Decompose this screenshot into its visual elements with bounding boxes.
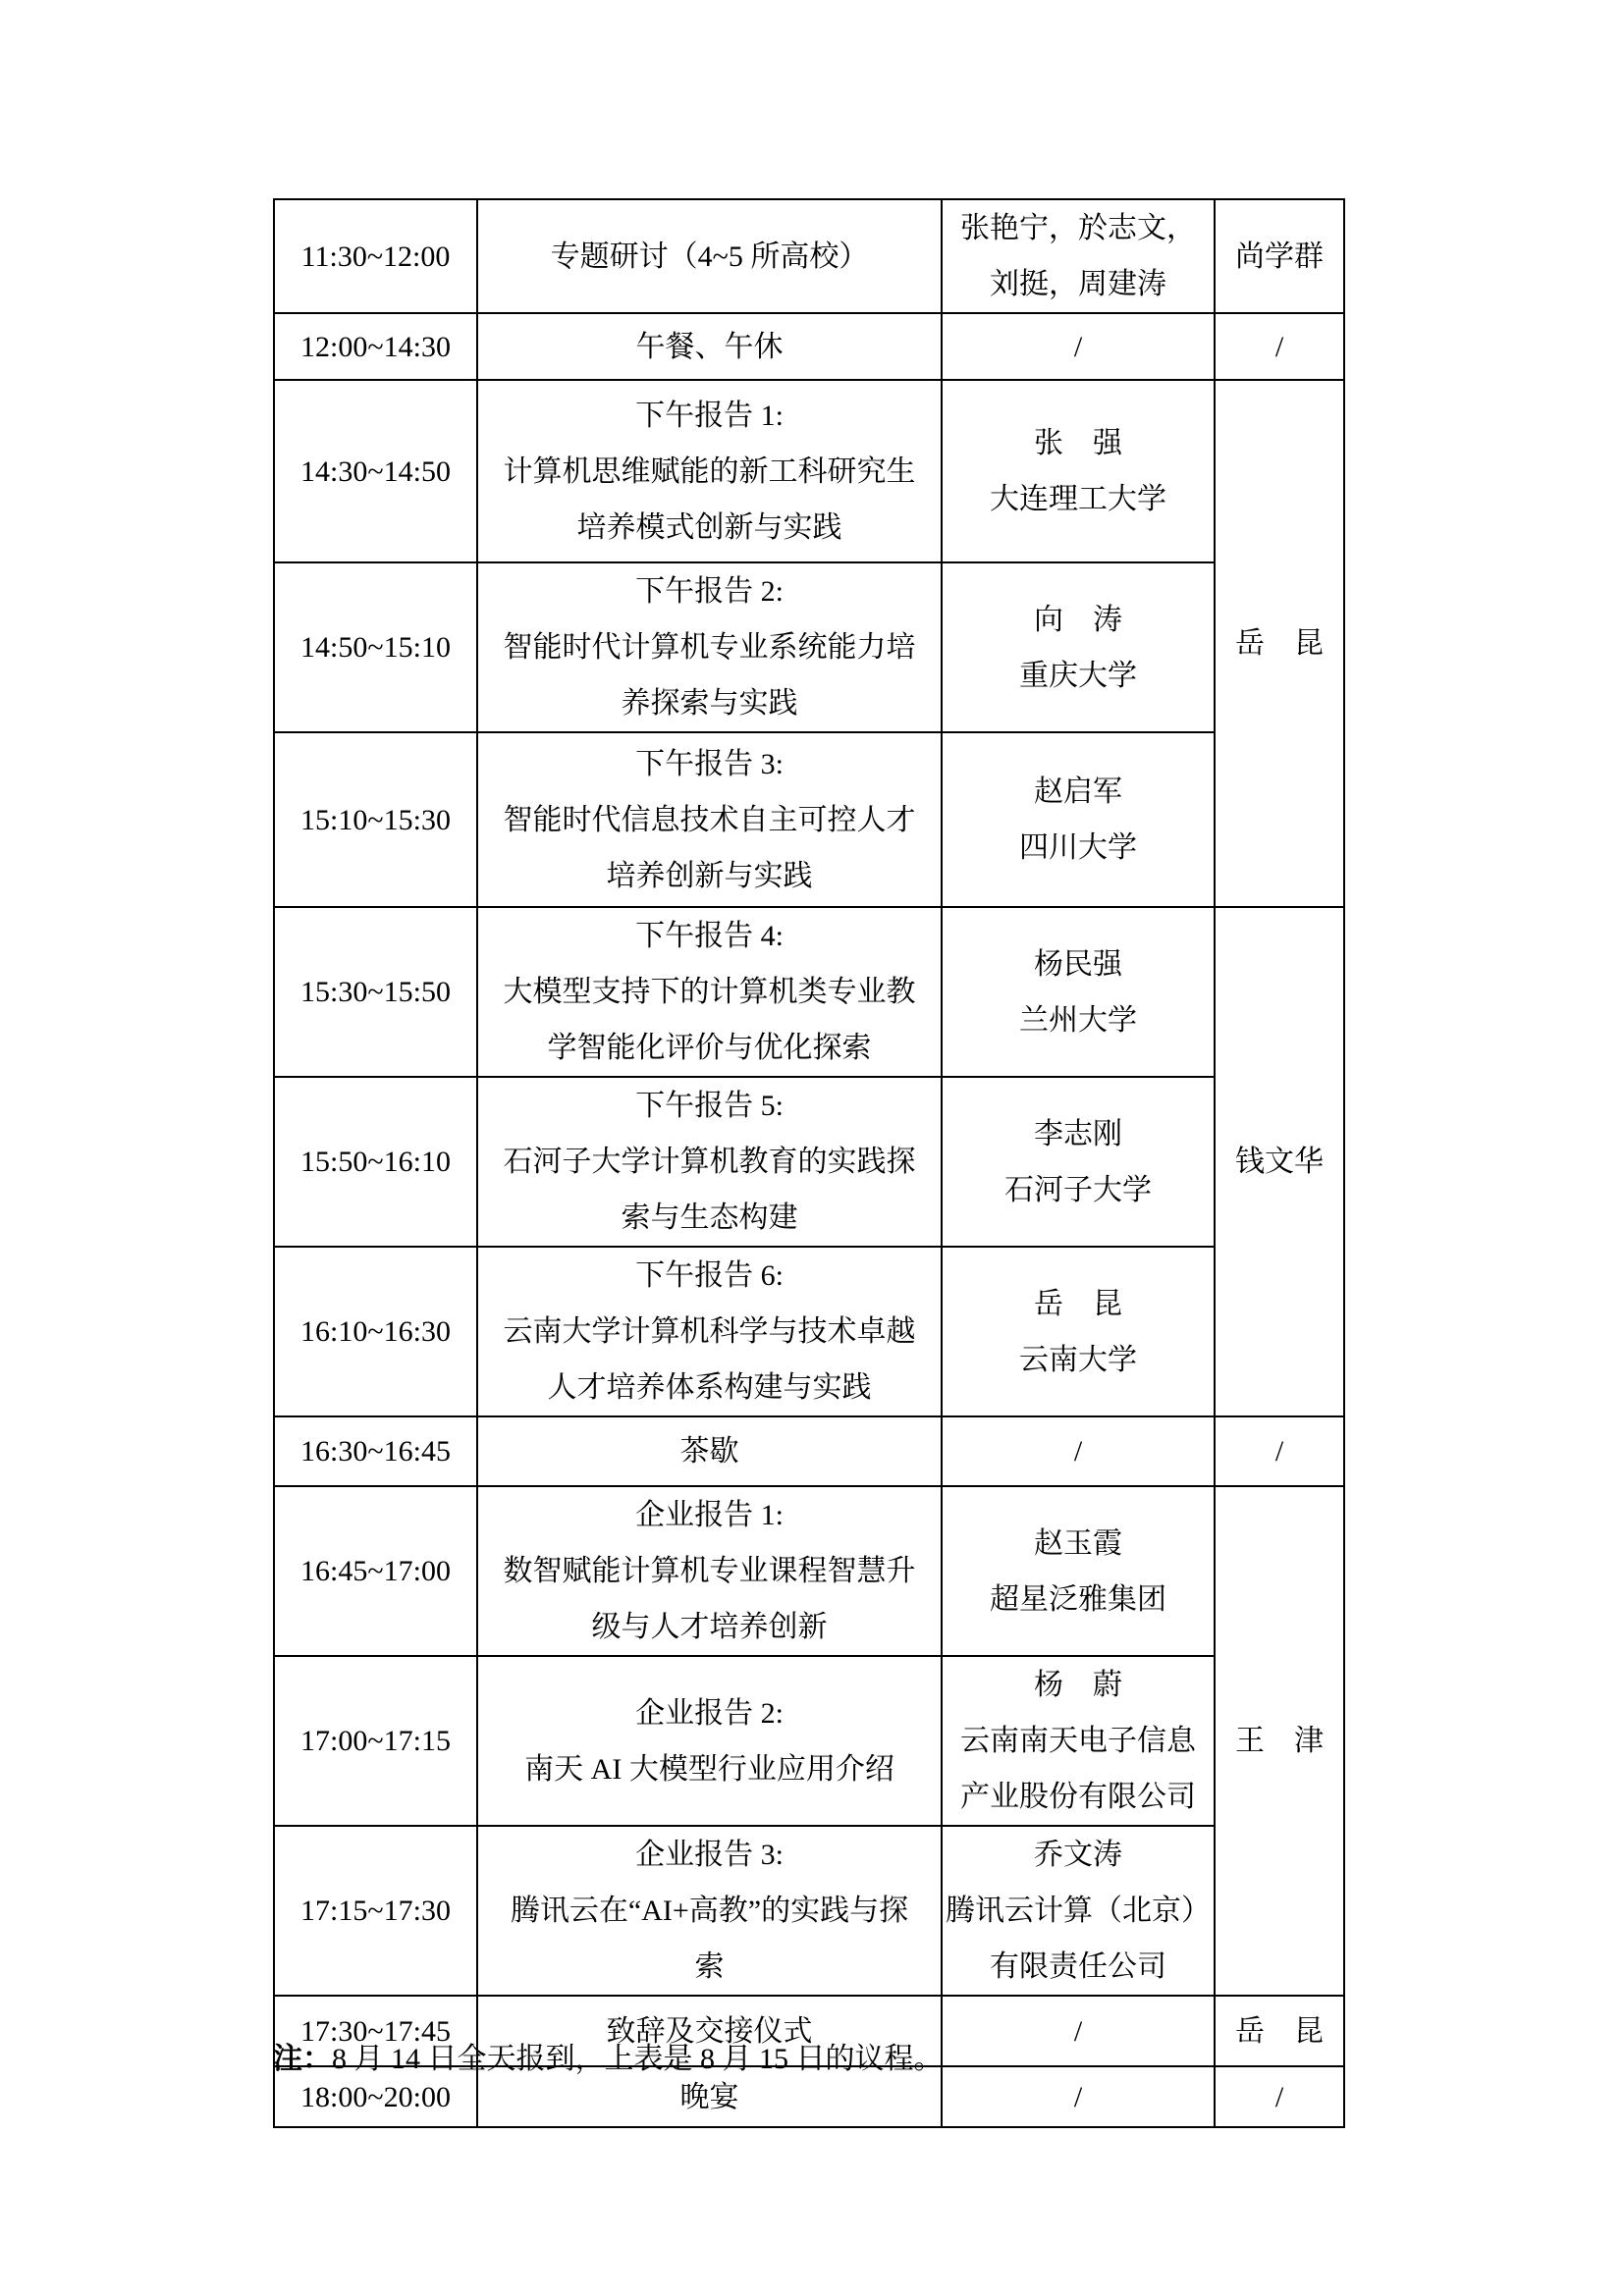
footer-note-text: 8 月 14 日全天报到，上表是 8 月 15 日的议程。 — [332, 2043, 944, 2075]
table-row — [274, 1656, 1344, 1826]
time-cell: 18:00~20:00 — [274, 2066, 477, 2127]
table-row — [274, 199, 1344, 313]
chair-cell: / — [1215, 313, 1344, 380]
session-cell: 企业报告 2: 南天 AI 大模型行业应用介绍 — [477, 1656, 942, 1826]
session-cell: 下午报告 6: 云南大学计算机科学与技术卓越 人才培养体系构建与实践 — [477, 1247, 942, 1416]
table-row — [274, 732, 1344, 907]
table-row — [274, 562, 1344, 732]
session-cell: 企业报告 1: 数智赋能计算机专业课程智慧升 级与人才培养创新 — [477, 1486, 942, 1656]
session-cell: 下午报告 3: 智能时代信息技术自主可控人才 培养创新与实践 — [477, 732, 942, 907]
chair-cell: / — [1215, 2066, 1344, 2127]
table-row — [274, 1077, 1344, 1247]
time-cell: 16:45~17:00 — [274, 1486, 477, 1656]
chair-cell: 岳 昆 — [1215, 380, 1344, 907]
table-row — [274, 1416, 1344, 1486]
time-cell: 16:10~16:30 — [274, 1247, 477, 1416]
speaker-cell: / — [942, 1416, 1215, 1486]
speaker-cell: 向 涛 重庆大学 — [942, 562, 1215, 732]
session-cell: 晚宴 — [477, 2066, 942, 2127]
time-cell: 11:30~12:00 — [274, 199, 477, 313]
table-row — [274, 1486, 1344, 1656]
chair-cell: / — [1215, 1416, 1344, 1486]
speaker-cell: 赵启军 四川大学 — [942, 732, 1215, 907]
table-row — [274, 313, 1344, 380]
speaker-cell: 杨民强 兰州大学 — [942, 907, 1215, 1077]
time-cell: 14:50~15:10 — [274, 562, 477, 732]
speaker-cell: 乔文涛 腾讯云计算（北京） 有限责任公司 — [942, 1826, 1215, 1996]
session-cell: 下午报告 2: 智能时代计算机专业系统能力培 养探索与实践 — [477, 562, 942, 732]
speaker-cell: / — [942, 1996, 1215, 2066]
session-cell: 企业报告 3: 腾讯云在“AI+高教”的实践与探 索 — [477, 1826, 942, 1996]
speaker-cell: 岳 昆 云南大学 — [942, 1247, 1215, 1416]
time-cell: 17:15~17:30 — [274, 1826, 477, 1996]
chair-cell: 岳 昆 — [1215, 1996, 1344, 2066]
session-cell: 下午报告 5: 石河子大学计算机教育的实践探 索与生态构建 — [477, 1077, 942, 1247]
time-cell: 15:50~16:10 — [274, 1077, 477, 1247]
time-cell: 17:30~17:45 — [274, 1996, 477, 2066]
session-cell: 茶歇 — [477, 1416, 942, 1486]
chair-cell: 尚学群 — [1215, 199, 1344, 313]
table-row — [274, 1247, 1344, 1416]
table-row — [274, 1826, 1344, 1996]
table-row — [274, 907, 1344, 1077]
schedule-table — [273, 198, 1345, 2128]
speaker-cell: 杨 蔚 云南南天电子信息 产业股份有限公司 — [942, 1656, 1215, 1826]
time-cell: 15:10~15:30 — [274, 732, 477, 907]
time-cell: 15:30~15:50 — [274, 907, 477, 1077]
time-cell: 12:00~14:30 — [274, 313, 477, 380]
time-cell: 14:30~14:50 — [274, 380, 477, 562]
time-cell: 17:00~17:15 — [274, 1656, 477, 1826]
session-cell: 下午报告 1: 计算机思维赋能的新工科研究生 培养模式创新与实践 — [477, 380, 942, 562]
session-cell: 下午报告 4: 大模型支持下的计算机类专业教 学智能化评价与优化探索 — [477, 907, 942, 1077]
footer-note-label: 注： — [273, 2043, 332, 2075]
session-cell: 午餐、午休 — [477, 313, 942, 380]
table-row — [274, 380, 1344, 562]
speaker-cell: / — [942, 2066, 1215, 2127]
time-cell: 16:30~16:45 — [274, 1416, 477, 1486]
speaker-cell: 张 强 大连理工大学 — [942, 380, 1215, 562]
session-cell: 致辞及交接仪式 — [477, 1996, 942, 2066]
speaker-cell: 赵玉霞 超星泛雅集团 — [942, 1486, 1215, 1656]
chair-cell: 王 津 — [1215, 1486, 1344, 1996]
session-cell: 专题研讨（4~5 所高校） — [477, 199, 942, 313]
speaker-cell: / — [942, 313, 1215, 380]
chair-cell: 钱文华 — [1215, 907, 1344, 1416]
speaker-cell: 张艳宁，於志文， 刘挺，周建涛 — [942, 199, 1215, 313]
footer-note — [273, 2040, 1353, 2079]
speaker-cell: 李志刚 石河子大学 — [942, 1077, 1215, 1247]
